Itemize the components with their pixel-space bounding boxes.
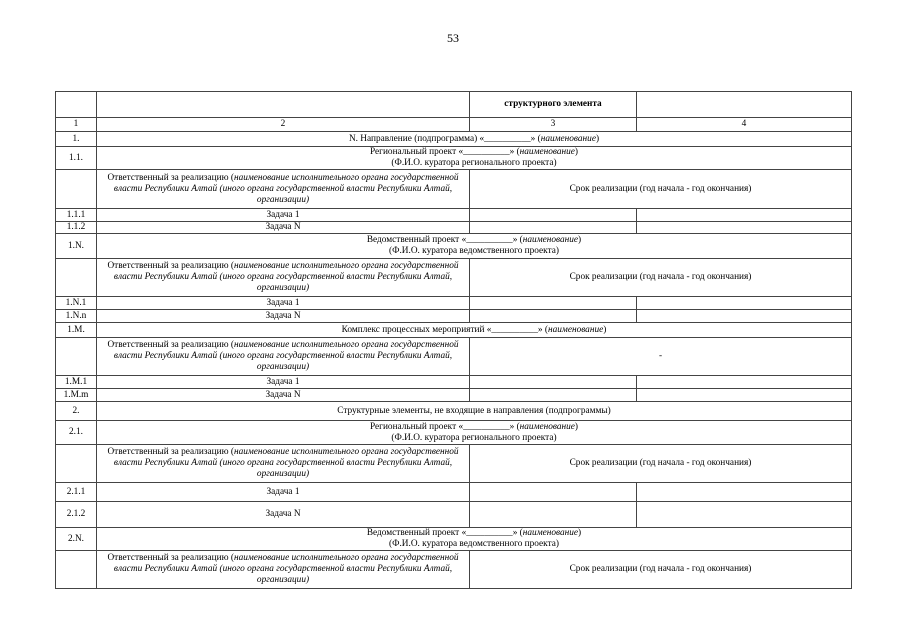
task-cell: Задача N — [97, 310, 470, 323]
table-row — [56, 222, 852, 234]
row-number: 1.N.1 — [56, 297, 97, 310]
header-cell-2 — [97, 92, 470, 118]
table-row — [56, 402, 852, 421]
task-cell: Задача 1 — [97, 376, 470, 389]
empty-cell — [637, 483, 852, 502]
table-row — [56, 147, 852, 170]
column-number: 1 — [56, 118, 97, 132]
empty-cell — [470, 310, 637, 323]
process-complex-title: Комплекс процессных мероприятий «__________» (наименование) — [97, 323, 852, 338]
departmental-project-title: Ведомственный проект «__________» (наименование) (Ф.И.О. куратора ведомственного проекта) — [97, 234, 852, 259]
table-row — [56, 551, 852, 589]
row-number: 1.1. — [56, 147, 97, 170]
empty-cell — [470, 502, 637, 528]
row-number: 1.N.n — [56, 310, 97, 323]
task-cell: Задача N — [97, 389, 470, 402]
responsible-cell: Ответственный за реализацию (наименование исполнительного органа государственной власти Республики Алтай (иного органа государственной власти Республики Алтай, организации) — [97, 170, 470, 209]
row-number: 2.N. — [56, 528, 97, 551]
column-number: 4 — [637, 118, 852, 132]
row-number-empty — [56, 445, 97, 483]
structure-table — [55, 91, 852, 589]
responsible-cell: Ответственный за реализацию (наименование исполнительного органа государственной власти Республики Алтай (иного органа государственной власти Республики Алтай, организации) — [97, 445, 470, 483]
term-cell: - — [470, 338, 852, 376]
table-row — [56, 234, 852, 259]
row-number: 1.1.1 — [56, 209, 97, 222]
term-cell: Срок реализации (год начала - год окончания) — [470, 551, 852, 589]
task-cell: Задача 1 — [97, 209, 470, 222]
empty-cell — [470, 222, 637, 234]
header-cell-3: структурного элемента — [470, 92, 637, 118]
empty-cell — [470, 297, 637, 310]
row-number: 1. — [56, 132, 97, 147]
table-row — [56, 338, 852, 376]
row-number: 1.M.1 — [56, 376, 97, 389]
responsible-cell: Ответственный за реализацию (наименование исполнительного органа государственной власти Республики Алтай (иного органа государственной власти Республики Алтай, организации) — [97, 551, 470, 589]
row-number: 1.M.m — [56, 389, 97, 402]
header-cell-1 — [56, 92, 97, 118]
table-row — [56, 421, 852, 445]
table-row — [56, 445, 852, 483]
row-number: 1.1.2 — [56, 222, 97, 234]
table-row — [56, 376, 852, 389]
regional-project-title: Региональный проект «__________» (наименование) (Ф.И.О. куратора регионального проекта) — [97, 421, 852, 445]
row-number: 1.N. — [56, 234, 97, 259]
table-row — [56, 132, 852, 147]
empty-cell — [637, 209, 852, 222]
responsible-cell: Ответственный за реализацию (наименование исполнительного органа государственной власти Республики Алтай (иного органа государственной власти Республики Алтай, организации) — [97, 259, 470, 297]
term-cell: Срок реализации (год начала - год окончания) — [470, 259, 852, 297]
departmental-project-title: Ведомственный проект «__________» (наименование) (Ф.И.О. куратора ведомственного проекта) — [97, 528, 852, 551]
regional-project-title: Региональный проект «__________» (наименование) (Ф.И.О. куратора регионального проекта) — [97, 147, 852, 170]
task-cell: Задача 1 — [97, 483, 470, 502]
table-row — [56, 310, 852, 323]
section-title: Структурные элементы, не входящие в направления (подпрограммы) — [97, 402, 852, 421]
page-number: 53 — [447, 31, 459, 45]
empty-cell — [470, 483, 637, 502]
empty-cell — [470, 209, 637, 222]
row-number: 2.1.1 — [56, 483, 97, 502]
row-number-empty — [56, 338, 97, 376]
column-number: 2 — [97, 118, 470, 132]
term-cell: Срок реализации (год начала - год окончания) — [470, 170, 852, 209]
empty-cell — [637, 222, 852, 234]
row-number: 2.1.2 — [56, 502, 97, 528]
row-number: 2.1. — [56, 421, 97, 445]
row-number-empty — [56, 259, 97, 297]
row-number-empty — [56, 551, 97, 589]
empty-cell — [637, 310, 852, 323]
table-row — [56, 209, 852, 222]
table-row — [56, 170, 852, 209]
empty-cell — [637, 502, 852, 528]
table-row — [56, 389, 852, 402]
table-row — [56, 528, 852, 551]
empty-cell — [637, 297, 852, 310]
table-row — [56, 297, 852, 310]
term-cell: Срок реализации (год начала - год окончания) — [470, 445, 852, 483]
table-row — [56, 259, 852, 297]
header-cell-4 — [637, 92, 852, 118]
column-numbers-row — [56, 118, 852, 132]
empty-cell — [637, 376, 852, 389]
row-number: 1.M. — [56, 323, 97, 338]
responsible-cell: Ответственный за реализацию (наименование исполнительного органа государственной власти Республики Алтай (иного органа государственной власти Республики Алтай, организации) — [97, 338, 470, 376]
row-number-empty — [56, 170, 97, 209]
empty-cell — [470, 389, 637, 402]
empty-cell — [637, 389, 852, 402]
direction-title: N. Направление (подпрограмма) «__________» (наименование) — [97, 132, 852, 147]
row-number: 2. — [56, 402, 97, 421]
task-cell: Задача N — [97, 222, 470, 234]
table-row — [56, 502, 852, 528]
task-cell: Задача 1 — [97, 297, 470, 310]
empty-cell — [470, 376, 637, 389]
table-row — [56, 323, 852, 338]
table-header-row — [56, 92, 852, 118]
task-cell: Задача N — [97, 502, 470, 528]
column-number: 3 — [470, 118, 637, 132]
table-row — [56, 483, 852, 502]
